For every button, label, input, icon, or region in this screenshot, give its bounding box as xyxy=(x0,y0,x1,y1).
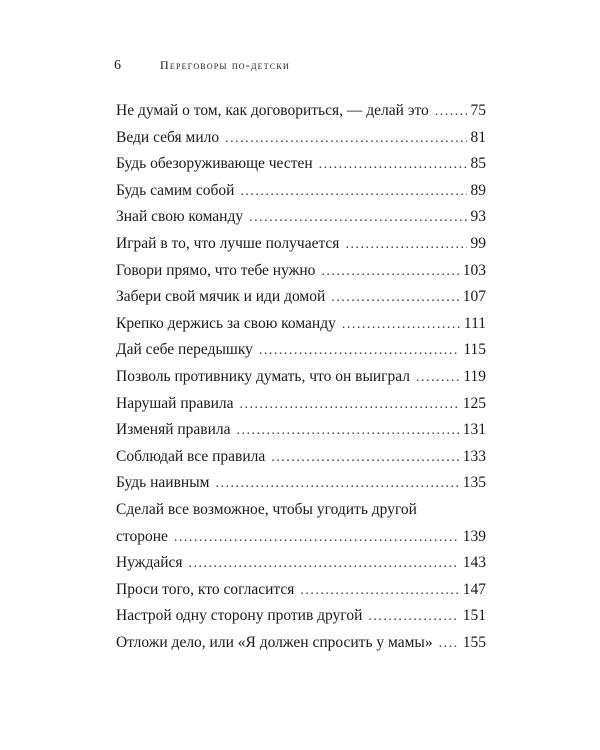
toc-entry[interactable] xyxy=(116,444,486,471)
running-head xyxy=(114,58,486,82)
dot-leader xyxy=(240,179,466,206)
toc-entry-page: 133 xyxy=(462,447,486,465)
toc-entry-page: 93 xyxy=(470,208,486,226)
toc-entry-page: 147 xyxy=(462,580,486,598)
dot-leader xyxy=(249,205,466,232)
toc-entry[interactable] xyxy=(116,231,486,258)
dot-leader xyxy=(300,578,458,605)
toc-entry-page: 119 xyxy=(463,367,486,385)
toc-entry[interactable] xyxy=(116,417,486,444)
dot-leader xyxy=(319,152,467,179)
dot-leader xyxy=(240,392,459,419)
toc-entry-title-line-2: стороне xyxy=(116,527,168,545)
toc-entry[interactable] xyxy=(116,258,486,285)
toc-entry-title: Крепко держись за свою команду xyxy=(116,314,336,332)
dot-leader xyxy=(435,99,467,126)
toc-entry[interactable] xyxy=(116,603,486,630)
toc-entry-title: Соблюдай все правила xyxy=(116,447,266,465)
toc-entry[interactable] xyxy=(116,311,486,338)
toc-entry[interactable] xyxy=(116,364,486,391)
dot-leader xyxy=(259,338,459,365)
toc-entry-page: 85 xyxy=(470,155,486,173)
toc-entry-title: Будь наивным xyxy=(116,474,210,492)
toc-entry-page: 131 xyxy=(462,421,486,439)
toc-entry[interactable] xyxy=(116,550,486,577)
toc-entry-page: 125 xyxy=(462,394,486,412)
toc-entry-title: Веди себя мило xyxy=(116,128,220,146)
table-of-contents xyxy=(116,98,486,656)
dot-leader xyxy=(225,126,466,153)
toc-entry-page: 135 xyxy=(462,474,486,492)
toc-entry[interactable] xyxy=(116,204,486,231)
dot-leader xyxy=(174,525,459,552)
toc-entry-title-line-1: Сделай все возможное, чтобы угодить другой xyxy=(116,500,417,518)
dot-leader xyxy=(439,631,459,658)
toc-entry[interactable] xyxy=(116,497,486,550)
dot-leader xyxy=(331,285,458,312)
dot-leader xyxy=(215,471,458,498)
toc-entry-page: 155 xyxy=(462,633,486,651)
toc-entry-page: 75 xyxy=(470,102,486,119)
toc-entry[interactable] xyxy=(116,125,486,152)
dot-leader xyxy=(345,232,466,259)
toc-entry-page: 99 xyxy=(470,234,486,252)
toc-entry[interactable] xyxy=(116,98,486,125)
dot-leader xyxy=(342,312,460,339)
toc-entry-page: 151 xyxy=(462,607,486,625)
toc-entry-page: 89 xyxy=(470,181,486,199)
toc-entry-title: Нарушай правила xyxy=(116,394,234,412)
toc-entry-page: 111 xyxy=(463,314,486,332)
toc-entry-title: Отложи дело, или «Я должен спросить у мамы» xyxy=(116,633,433,651)
book-title: Переговоры по-детски xyxy=(160,58,290,72)
page-number: 6 xyxy=(114,58,121,73)
toc-entry[interactable] xyxy=(116,151,486,178)
dot-leader xyxy=(237,418,459,445)
toc-entry-title: Говори прямо, что тебе нужно xyxy=(116,261,316,279)
toc-entry[interactable] xyxy=(116,178,486,205)
toc-entry[interactable] xyxy=(116,391,486,418)
toc-entry[interactable] xyxy=(116,630,486,657)
toc-entry-title: Изменяй правила xyxy=(116,421,231,439)
toc-entry-title: Не думай о том, как договориться, — делай это xyxy=(116,102,429,119)
toc-entry[interactable] xyxy=(116,470,486,497)
toc-entry-title: Будь самим собой xyxy=(116,181,235,199)
toc-entry-title: Знай свою команду xyxy=(116,208,244,226)
toc-entry-page: 139 xyxy=(462,527,486,545)
toc-entry-title: Дай себе передышку xyxy=(116,341,253,359)
toc-entry-title: Забери свой мячик и иди домой xyxy=(116,288,326,306)
toc-entry-title: Проси того, кто согласится xyxy=(116,580,295,598)
dot-leader xyxy=(189,551,459,578)
toc-entry-title: Нуждайся xyxy=(116,554,183,572)
toc-entry-page: 143 xyxy=(462,554,486,572)
toc-entry-page: 103 xyxy=(462,261,486,279)
toc-entry-title: Будь обезоруживающе честен xyxy=(116,155,313,173)
dot-leader xyxy=(368,604,458,631)
toc-entry-title: Настрой одну сторону против другой xyxy=(116,607,363,625)
toc-entry-page: 115 xyxy=(463,341,486,359)
toc-entry-page: 107 xyxy=(462,288,486,306)
toc-entry-page: 81 xyxy=(470,128,486,146)
toc-entry[interactable] xyxy=(116,284,486,311)
toc-entry[interactable] xyxy=(116,337,486,364)
dot-leader xyxy=(271,445,458,472)
toc-entry-title: Позволь противнику думать, что он выиграл xyxy=(116,367,411,385)
dot-leader xyxy=(321,259,458,286)
toc-entry[interactable] xyxy=(116,577,486,604)
toc-entry-title: Играй в то, что лучше получается xyxy=(116,234,340,252)
dot-leader xyxy=(416,365,459,392)
